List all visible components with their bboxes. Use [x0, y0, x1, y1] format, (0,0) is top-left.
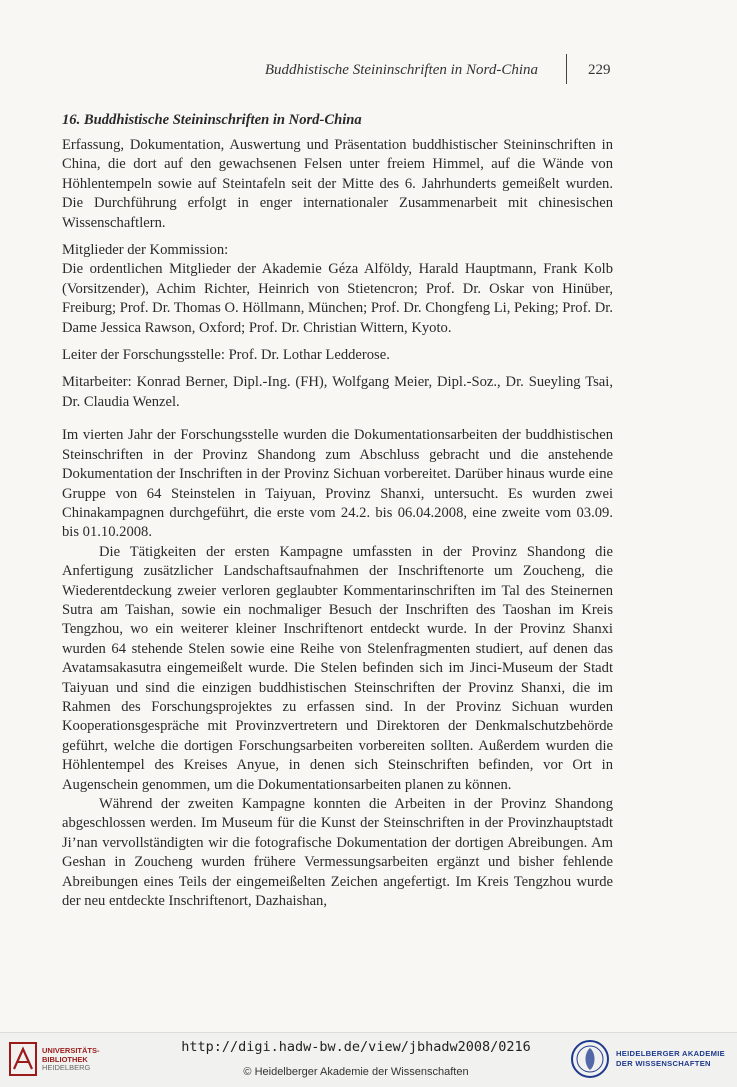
body-paragraph-1: Im vierten Jahr der Forschungsstelle wurden die Dokumentationsarbeiten der buddhistischen Steinschriften in der Provinz Shandong zum Abschluss gebracht und die anstehende Dokumentation der Inschriften in der Provinz Sichuan vorbereitet. Darüber hinaus wurde eine Gruppe von 64 Steinstelen in Taiyuan, Provinz Shanxi, untersucht. Es wurden zwei Chinakampagnen durchgeführt, die erste vom 24.2. bis 06.04.2008, eine zweite vom 03.09. bis 01.10.2008. — [62, 427, 613, 541]
university-library-logo-icon — [8, 1041, 38, 1077]
header-divider — [566, 54, 567, 84]
academy-seal-icon — [570, 1039, 610, 1079]
commission-members: Die ordentlichen Mitglieder der Akademie Géza Alföldy, Harald Hauptmann, Frank Kolb (Vorsitzender), Achim Richter, Heinrich von Stietencron; Prof. Dr. Oskar von Hinüber, Freiburg; Prof. Dr. Thomas O. Höllmann, München; Prof. Dr. Chongfeng Li, Peking; Prof. Dr. Dame Jessica Rawson, Oxford; Prof. Dr. Christian Wittern, Kyoto. — [62, 261, 613, 336]
copyright-notice: © Heidelberger Akademie der Wissenschaften — [243, 1066, 469, 1078]
commission-label: Mitglieder der Kommission: — [62, 242, 229, 259]
running-title: Buddhistische Steininschriften in Nord-China — [264, 62, 538, 78]
commission-block — [62, 241, 613, 338]
intro-paragraph: Erfassung, Dokumentation, Auswertung und Präsentation buddhistischer Steininschriften in China, die dort auf den gewachsenen Felsen unter freiem Himmel, auf die Wände von Höhlentempeln sowie auf Steintafeln seit der Mitte des 6. Jahrhunderts gemeißelt wurden. Die Durchführung erfolgt in enger internationaler Zusammenarbeit mit chinesischen Wissenschaftlern. — [62, 137, 613, 231]
permalink-url[interactable]: http://digi.hadw-bw.de/view/jbhadw2008/0216 — [181, 1039, 531, 1055]
page-number: 229 — [588, 62, 611, 78]
academy-line-1: HEIDELBERGER AKADEMIE — [616, 1049, 725, 1058]
page-content — [62, 111, 613, 911]
library-line-3: HEIDELBERG — [42, 1063, 91, 1073]
footer-bar — [0, 1032, 737, 1087]
staff-line: Mitarbeiter: Konrad Berner, Dipl.-Ing. (FH), Wolfgang Meier, Dipl.-Soz., Dr. Sueyling Tsai, Dr. Claudia Wenzel. — [62, 374, 613, 410]
body-paragraph-3: Während der zweiten Kampagne konnten die Arbeiten in der Provinz Shandong abgeschlossen werden. Im Museum für die Kunst der Steinschriften in der Provinzhauptstadt Ji’nan vervollständigten wir die fotografische Dokumentation der dortigen Abreibungen. Am Geshan in Zoucheng wurden frühere Vermessungsarbeiten ergänzt und bisher fehlende Abreibungen eines Teils der eingemeißelten Zeichen angefertigt. Im Kreis Tengzhou wurde der neu entdeckte Inschriftenort, Dazhaishan, — [62, 796, 613, 910]
university-library-name — [42, 1047, 100, 1073]
running-head — [0, 62, 737, 84]
academy-name — [616, 1049, 725, 1068]
academy-line-2: DER WISSENSCHAFTEN — [616, 1058, 711, 1068]
library-line-2: BIBLIOTHEK — [42, 1054, 88, 1064]
section-heading: 16. Buddhistische Steininschriften in Nord-China — [62, 112, 362, 128]
director-line: Leiter der Forschungsstelle: Prof. Dr. Lothar Ledderose. — [62, 347, 390, 364]
body-paragraph-2: Die Tätigkeiten der ersten Kampagne umfassten in der Provinz Shandong die Anfertigung zusätzlicher Landschaftsaufnahmen der Inschriftenorte um Zoucheng, die Wiederentdeckung zweier verloren geglaubter Kommentarinschriften im Tal des Steinernen Sutra am Taishan, sowie ein nochmaliger Besuch der Inschriften des Taoshan im Kreis Tengzhou, wo ein weiterer kleiner Inschriftenort entdeckt wurde. In der Provinz Shanxi wurden 64 stehende Stelen sowie eine Reihe von Stelenfragmenten studiert, auf denen das Avatamsakasutra eingemeißelt wurde. Die Stelen befinden sich im Jinci-Museum der Stadt Taiyuan und sind die einzigen buddhistischen Steinschriften der Provinz Shanxi, die im Rahmen des Forschungsprojektes zu erfassen sind. In der Provinz Sichuan wurden Kooperationsgespräche mit Provinzvertretern und Direktoren der Denkmalschutzbehörde geführt, welche die dortigen Forschungsarbeiten vorbereiten sollten. Außerdem wurden die Höhlentempel des Kreises Anyue, in denen sich Steinschriften befinden, vor Ort in Augenschein genommen, um die Dokumentationsarbeiten planen zu können. — [62, 543, 613, 793]
library-line-1: UNIVERSITÄTS- — [42, 1046, 100, 1055]
